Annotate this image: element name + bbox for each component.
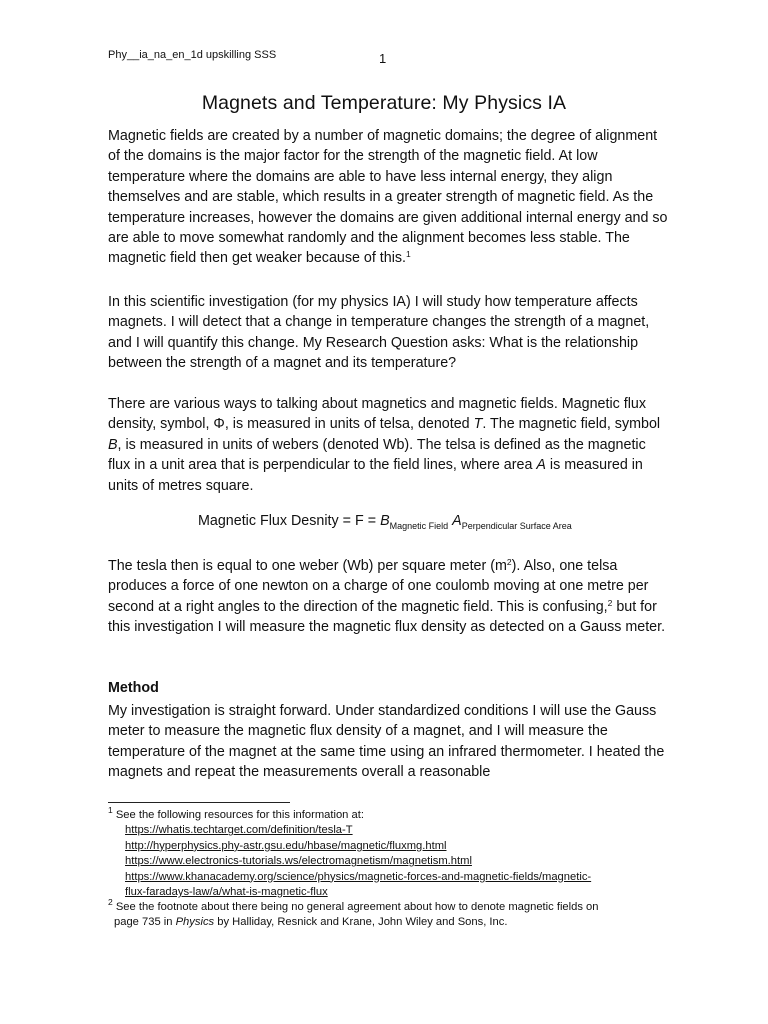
tesla-text-a: The tesla then is equal to one weber (Wb) per square meter (m [108, 558, 507, 574]
method-heading: Method [108, 680, 159, 696]
footnote-2-text-a: See the footnote about there being no general agreement about how to denote magnetic fields on [112, 901, 599, 913]
tesla-text-c: but for this investigation I will measure the magnetic flux density as detected on a Gauss meter. [108, 598, 666, 636]
footnote-1-text: See the following resources for this information at: [112, 809, 364, 821]
investigation-paragraph: In this scientific investigation (for my physics IA) I will study how temperature affects magnets. I will detect that a change in temperature changes the strength of a magnet, and I will quantify this change. My Research Question asks: What is the relationship between the strength of a magnet and its temperature? [108, 294, 650, 372]
footnote-2-text-c: by Halliday, Resnick and Krane, John Wiley and Sons, Inc. [214, 916, 508, 929]
footnote-2-text-b: page 735 in [114, 916, 176, 929]
symbol-b: B [108, 436, 118, 453]
tesla-paragraph [108, 556, 668, 638]
formula-b: B [380, 513, 390, 529]
footnote-2-line-1 [108, 897, 599, 913]
intro-paragraph [108, 126, 668, 269]
symbol-phi: Φ [213, 416, 225, 433]
tesla-text-b: ). Also, one telsa produces a force of one newton on a charge of one coulomb moving at one metre per second at a right angles to the direction of the magnetic field. This is confusing, [108, 558, 649, 615]
footnote-link-khanacademy[interactable]: https://www.khanacademy.org/science/physics/magnetic-forces-and-magnetic-fields/magnetic- [125, 870, 592, 883]
definitions-text-d: , is measured in units of webers (denoted Wb). The telsa is defined as the magnetic flux in a unit area that is perpendicular to the field lines, where area [108, 436, 646, 474]
symbol-t: T [473, 416, 483, 433]
formula-a-subscript: Perpendicular Surface Area [461, 521, 572, 531]
definitions-text-b: , is measured in units of telsa, denoted [224, 416, 474, 433]
footnote-2-number: 2 [108, 897, 113, 907]
definitions-text-c: . The magnetic field, symbol [482, 416, 661, 433]
symbol-a: A [536, 457, 546, 474]
page-number: 1 [379, 51, 387, 66]
footnote-1 [108, 805, 668, 900]
definitions-text-a: There are various ways to talking about magnetics and magnetic fields. Magnetic flux density, symbol, [108, 396, 646, 433]
formula-a: A [452, 513, 462, 529]
flux-density-formula [198, 513, 572, 531]
formula-b-subscript: Magnetic Field [389, 521, 449, 531]
page-header [108, 49, 660, 69]
formula-equals-2: = [367, 513, 377, 529]
formula-equals-1: = [342, 513, 351, 529]
formula-lhs: Magnetic Flux Desnity [198, 513, 339, 529]
footnote-1-number: 1 [108, 805, 113, 815]
formula-f: F [355, 513, 364, 529]
footnote-2-line-2 [108, 915, 668, 930]
footnote-link-hyperphysics[interactable]: http://hyperphysics.phy-astr.gsu.edu/hbase/magnetic/fluxmg.html [125, 839, 447, 852]
document-code: Phy__ia_na_en_1d upskilling SSS [108, 49, 277, 61]
footnote-2-book-title: Physics [175, 916, 215, 929]
definitions-text-e: is measured in units of metres square. [108, 457, 643, 494]
footnote-link-techtarget[interactable]: https://whatis.techtarget.com/definition/tesla-T [125, 824, 353, 837]
footnote-1-line [108, 805, 364, 821]
definitions-paragraph [108, 394, 668, 496]
footnote-ref-1[interactable]: 1 [406, 249, 411, 260]
footnote-2 [108, 897, 668, 931]
intro-text: Magnetic fields are created by a number of magnetic domains; the degree of alignment of the domains is the major factor for the strength of the magnetic field. At low temperature where the domains are able to have less internal energy, they align themselves and are stable, which results in a greater strength of magnetic field. As the temperature increases, however the domains are given additional internal energy and so are able to move somewhat randomly and the alignment becomes less stable. The magnetic field then get weaker because of this. [108, 128, 668, 267]
footnote-link-electronics-tutorials[interactable]: https://www.electronics-tutorials.ws/electromagnetism/magnetism.html [125, 855, 472, 868]
squared-superscript: 2 [506, 557, 512, 567]
footnote-ref-2[interactable]: 2 [607, 597, 613, 608]
footnote-link-khanacademy-cont[interactable]: flux-faradays-law/a/what-is-magnetic-flux [125, 886, 328, 899]
method-paragraph: My investigation is straight forward. Under standardized conditions I will use the Gauss meter to measure the magnetic flux density of a magnet, and I will measure the temperature of the magnet at the same time using an infrared thermometer. I heated the magnets and repeat the measurements overall a reasonable [108, 703, 665, 781]
footnote-separator [108, 802, 290, 803]
page-title: Magnets and Temperature: My Physics IA [201, 92, 567, 114]
